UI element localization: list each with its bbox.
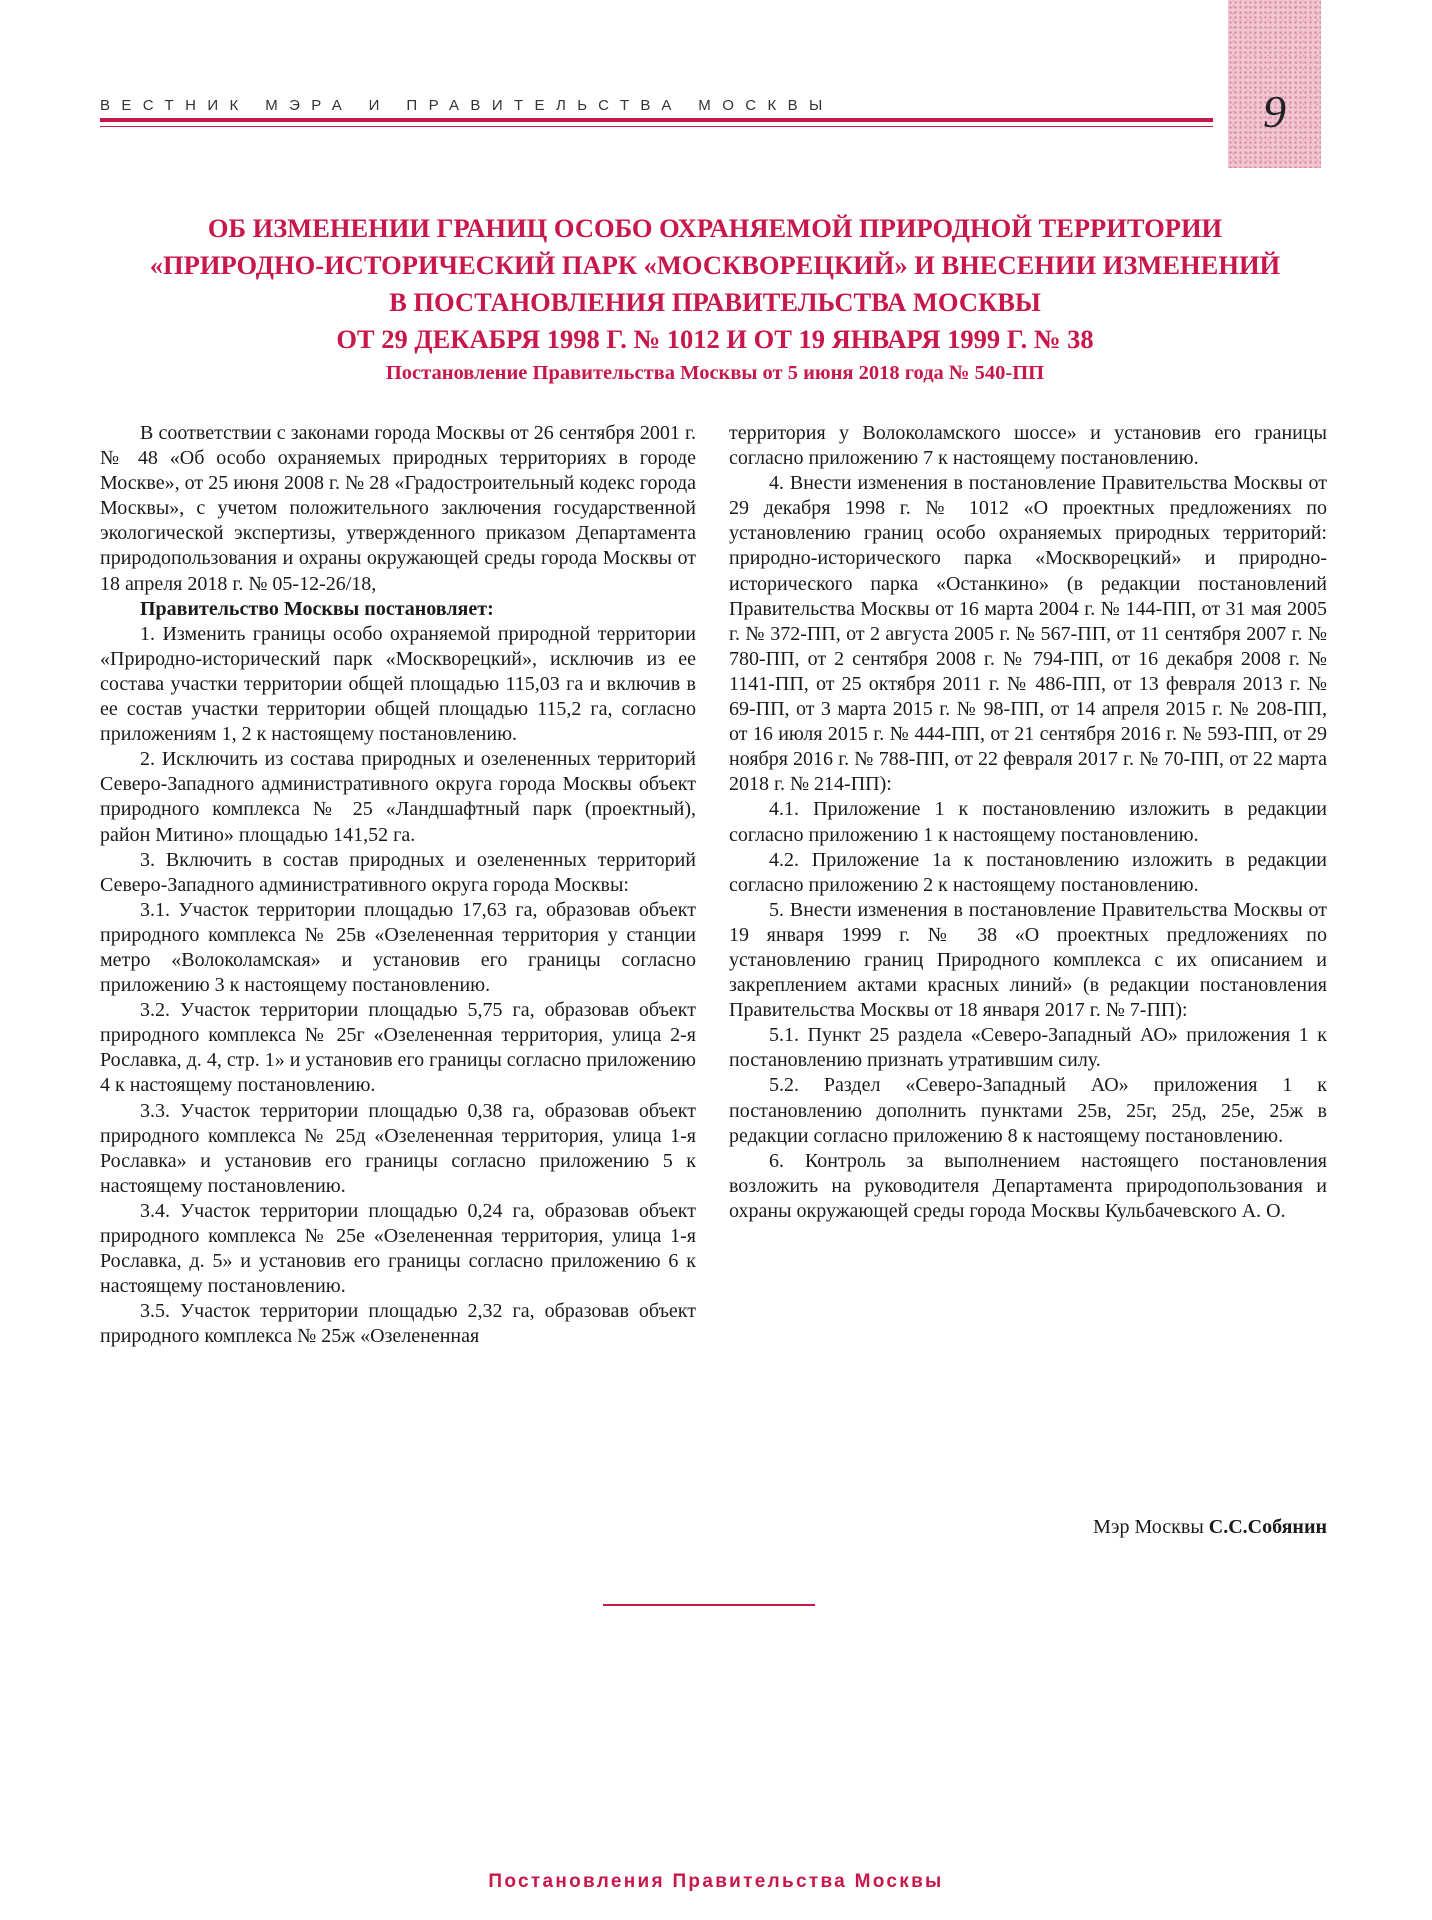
running-footer: Постановления Правительства Москвы: [488, 1871, 944, 1892]
title-line: ОБ ИЗМЕНЕНИИ ГРАНИЦ ОСОБО ОХРАНЯЕМОЙ ПРИРОДНОЙ ТЕРРИТОРИИ: [207, 213, 1223, 243]
paragraph-continued: территория у Волоколамского шоссе» и установив его границы согласно приложению 7 к настоящему постановлению.: [729, 422, 1327, 470]
paragraph: 4. Внести изменения в постановление Правительства Москвы от 29 декабря 1998 г. № 1012 «О проектных предложениях по установлению границ особо охраняемых природных территорий: природно-исторического парка «Москворецкий» и природно-исторического парка «Останкино» (в редакции постановлений Правительства Москвы от 16 марта 2004 г. № 144-ПП, от 31 мая 2005 г. № 372-ПП, от 2 августа 2005 г. № 567-ПП, от 11 сентября 2007 г. № 780-ПП, от 2 сентября 2008 г. № 794-ПП, от 16 декабря 2008 г. № 1141-ПП, от 25 октября 2011 г. № 486-ПП, от 13 февраля 2013 г. № 69-ПП, от 3 марта 2015 г. № 98-ПП, от 14 апреля 2015 г. № 208-ПП, от 16 июля 2015 г. № 444-ПП, от 21 сентября 2016 г. № 593-ПП, от 29 ноября 2016 г. № 788-ПП, от 22 февраля 2017 г. № 70-ПП, от 22 марта 2018 г. № 214-ПП):: [729, 472, 1327, 796]
signature: [1093, 1514, 1327, 1540]
resolution-phrase: Правительство Москвы постановляет:: [140, 597, 494, 620]
page-number: 9: [1263, 86, 1286, 137]
title-line: ОТ 29 ДЕКАБРЯ 1998 Г. № 1012 И ОТ 19 ЯНВАРЯ 1999 Г. № 38: [336, 324, 1094, 354]
header-rule-thin: [100, 126, 1213, 127]
paragraph: 5. Внести изменения в постановление Правительства Москвы от 19 января 1999 г. № 38 «О проектных предложениях по установлению границ Природного комплекса с их описанием и закреплением актами красных линий» (в редакции постановления Правительства Москвы от 18 января 2017 г. № 7-ПП):: [729, 898, 1327, 1022]
header-rule: [100, 118, 1213, 122]
title-line: В ПОСТАНОВЛЕНИЯ ПРАВИТЕЛЬСТВА МОСКВЫ: [389, 287, 1041, 317]
running-header: ВЕСТНИК МЭРА И ПРАВИТЕЛЬСТВА МОСКВЫ: [100, 97, 834, 114]
paragraph: 3. Включить в состав природных и озелененных территорий Северо-Западного административного округа города Москвы:: [100, 848, 696, 896]
document-subtitle: Постановление Правительства Москвы от 5 июня 2018 года № 540-ПП: [385, 362, 1045, 384]
title-line: «ПРИРОДНО-ИСТОРИЧЕСКИЙ ПАРК «МОСКВОРЕЦКИЙ» И ВНЕСЕНИИ ИЗМЕНЕНИЙ: [149, 250, 1281, 280]
paragraph: В соответствии с законами города Москвы от 26 сентября 2001 г. № 48 «Об особо охраняемых природных территориях в городе Москве», от 25 июня 2008 г. № 28 «Градостроительный кодекс города Москвы», с учетом положительного заключения государственной экологической экспертизы, утвержденного приказом Департамента природопользования и охраны окружающей среды города Москвы от 18 апреля 2018 г. № 05-12-26/18,: [100, 422, 696, 595]
paragraph: 3.2. Участок территории площадью 5,75 га, образовав объект природного комплекса № 25г «Озелененная территория, улица 2-я Рославка, д. 4, стр. 1» и установив его границы согласно приложению 4 к настоящему постановлению.: [100, 999, 696, 1097]
paragraph: 3.5. Участок территории площадью 2,32 га, образовав объект природного комплекса № 25ж «Озелененная: [100, 1300, 696, 1348]
paragraph: 1. Изменить границы особо охраняемой природной территории «Природно-исторический парк «Москворецкий», исключив из ее состава участки территории общей площадью 115,03 га и включив в ее состав участки территории общей площадью 115,2 га, согласно приложениям 1, 2 к настоящему постановлению.: [100, 622, 696, 746]
section-divider: [603, 1604, 815, 1606]
paragraph: 3.3. Участок территории площадью 0,38 га, образовав объект природного комплекса № 25д «Озелененная территория, улица 1-я Рославка» и установив его границы согласно приложению 5 к настоящему постановлению.: [100, 1099, 696, 1197]
paragraph: [100, 597, 696, 622]
paragraph: 6. Контроль за выполнением настоящего постановления возложить на руководителя Департамента природопользования и охраны окружающей среды города Москвы Кульбачевского А. О.: [729, 1149, 1327, 1222]
paragraph: 5.2. Раздел «Северо-Западный АО» приложения 1 к постановлению дополнить пунктами 25в, 25г, 25д, 25е, 25ж в редакции согласно приложению 8 к настоящему постановлению.: [729, 1074, 1327, 1147]
paragraph: 3.1. Участок территории площадью 17,63 га, образовав объект природного комплекса № 25в «Озелененная территория у станции метро «Волоколамская» и установив его границы согласно приложению 3 к настоящему постановлению.: [100, 898, 696, 997]
signatory-name: С.С.Собянин: [1208, 1516, 1327, 1538]
paragraph: 4.1. Приложение 1 к постановлению изложить в редакции согласно приложению 1 к настоящему постановлению.: [729, 798, 1327, 846]
paragraph: 2. Исключить из состава природных и озелененных территорий Северо-Западного административного округа города Москвы объект природного комплекса № 25 «Ландшафтный парк (проектный), район Митино» площадью 141,52 га.: [100, 748, 696, 846]
paragraph: 4.2. Приложение 1а к постановлению изложить в редакции согласно приложению 2 к настоящему постановлению.: [729, 848, 1327, 896]
signatory-position: Мэр Москвы: [1093, 1516, 1204, 1538]
paragraph: 5.1. Пункт 25 раздела «Северо-Западный АО» приложения 1 к постановлению признать утратившим силу.: [729, 1024, 1327, 1072]
text-column-right: [729, 421, 1327, 1224]
text-column-left: [100, 421, 696, 1349]
document-title: [100, 210, 1330, 358]
paragraph: 3.4. Участок территории площадью 0,24 га, образовав объект природного комплекса № 25е «Озелененная территория, улица 1-я Рославка, д. 5» и установив его границы согласно приложению 6 к настоящему постановлению.: [100, 1199, 696, 1298]
